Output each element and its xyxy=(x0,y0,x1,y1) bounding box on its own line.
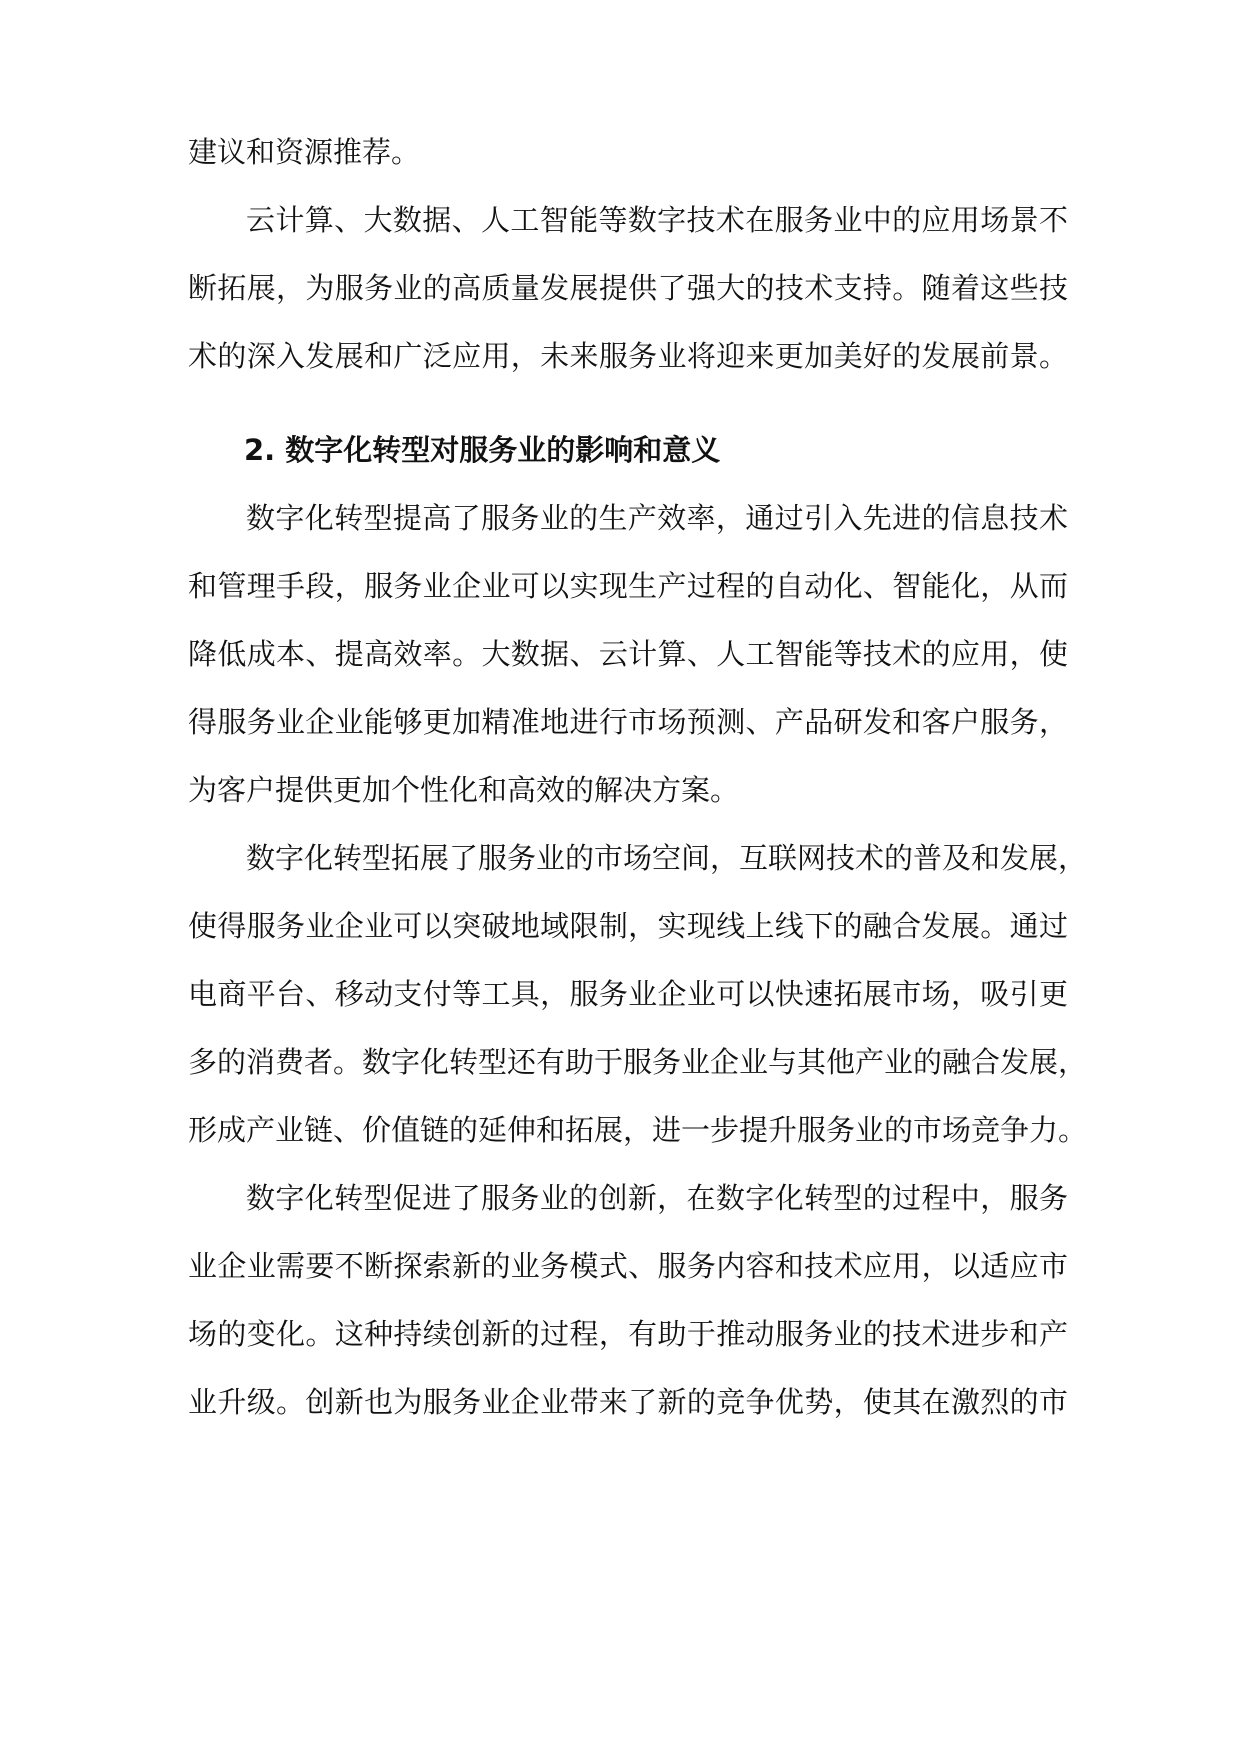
paragraph-line: 场的变化。这种持续创新的过程，有助于推动服务业的技术进步和产 xyxy=(188,1317,1068,1351)
paragraph-line: 降低成本、提高效率。大数据、云计算、人工智能等技术的应用，使 xyxy=(188,637,1068,671)
section-heading: 2. 数字化转型对服务业的影响和意义 xyxy=(244,433,721,467)
paragraph-line: 使得服务业企业可以突破地域限制，实现线上线下的融合发展。通过 xyxy=(188,909,1068,943)
paragraph-line: 多的消费者。数字化转型还有助于服务业企业与其他产业的融合发展， xyxy=(188,1045,1088,1079)
paragraph-line: 电商平台、移动支付等工具，服务业企业可以快速拓展市场，吸引更 xyxy=(188,977,1068,1011)
paragraph-line: 断拓展，为服务业的高质量发展提供了强大的技术支持。随着这些技 xyxy=(188,271,1068,305)
paragraph-line: 建议和资源推荐。 xyxy=(188,135,421,169)
paragraph-line: 得服务业企业能够更加精准地进行市场预测、产品研发和客户服务， xyxy=(188,705,1068,739)
paragraph-line: 业企业需要不断探索新的业务模式、服务内容和技术应用，以适应市 xyxy=(188,1249,1068,1283)
paragraph-line: 术的深入发展和广泛应用，未来服务业将迎来更加美好的发展前景。 xyxy=(188,339,1068,373)
paragraph-line: 数字化转型拓展了服务业的市场空间，互联网技术的普及和发展， xyxy=(246,841,1088,875)
paragraph-line: 数字化转型促进了服务业的创新，在数字化转型的过程中，服务 xyxy=(246,1181,1068,1215)
paragraph-line: 业升级。创新也为服务业企业带来了新的竞争优势，使其在激烈的市 xyxy=(188,1385,1068,1419)
paragraph-line: 形成产业链、价值链的延伸和拓展，进一步提升服务业的市场竞争力。 xyxy=(188,1113,1088,1147)
paragraph-line: 云计算、大数据、人工智能等数字技术在服务业中的应用场景不 xyxy=(246,203,1068,237)
paragraph-line: 和管理手段，服务业企业可以实现生产过程的自动化、智能化，从而 xyxy=(188,569,1068,603)
paragraph-line: 为客户提供更加个性化和高效的解决方案。 xyxy=(188,773,740,807)
paragraph-line: 数字化转型提高了服务业的生产效率，通过引入先进的信息技术 xyxy=(246,501,1068,535)
